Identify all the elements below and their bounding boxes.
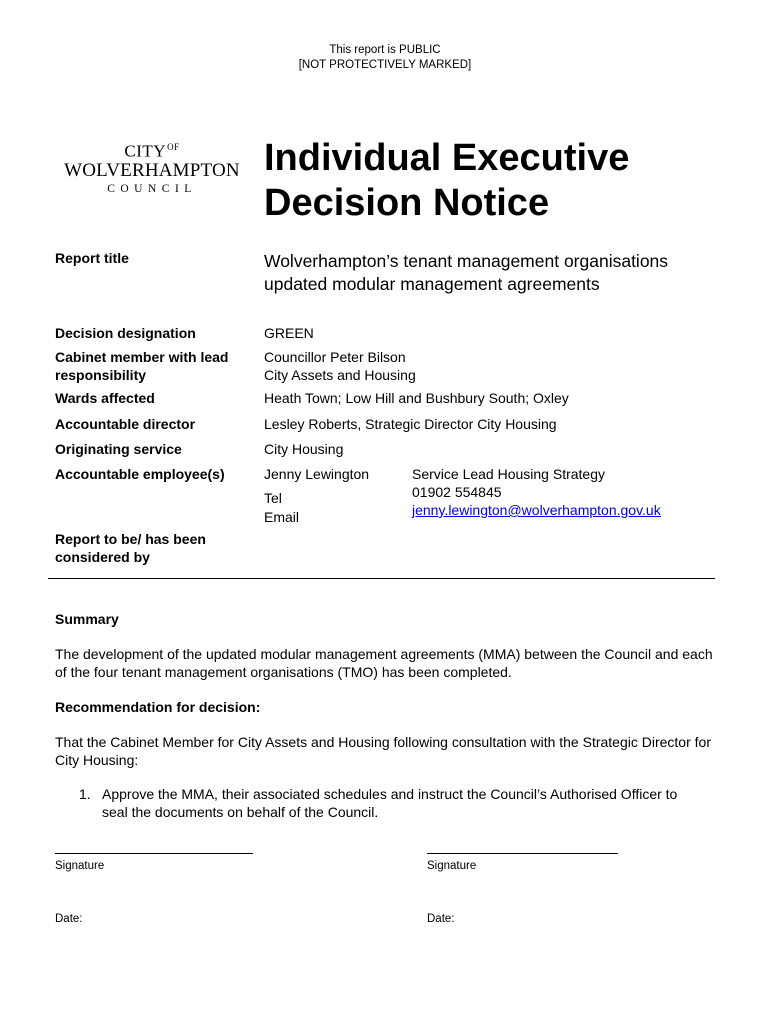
logo-of: OF <box>167 142 180 152</box>
report-title-label: Report title <box>55 250 129 266</box>
tel-label: Tel <box>264 490 282 506</box>
wards-affected-label: Wards affected <box>55 390 155 406</box>
considered-by-label: Report to be/ has been considered by <box>55 531 206 565</box>
signature-label-right: Signature <box>427 860 477 872</box>
classification-line-marking: [NOT PROTECTIVELY MARKED] <box>298 59 472 71</box>
cabinet-member-name: Councillor Peter Bilson <box>264 349 406 365</box>
signature-line-left <box>55 853 253 854</box>
report-title-value: Wolverhampton’s tenant management organisations updated modular management agreements <box>264 251 669 294</box>
logo-line-council: COUNCIL <box>107 182 197 195</box>
email-label: Email <box>264 509 300 525</box>
classification-line-public: This report is PUBLIC <box>329 44 441 56</box>
recommendation-intro: That the Cabinet Member for City Assets and Housing following consultation with the Strategic Director for City Housing: <box>55 734 711 768</box>
logo-line-wolverhampton: WOLVERHAMPTON <box>64 159 240 181</box>
recommendation-heading: Recommendation for decision: <box>55 699 261 715</box>
email-link[interactable]: jenny.lewington@wolverhampton.gov.uk <box>412 502 661 518</box>
recommendation-item-number: 1. <box>79 786 91 802</box>
accountable-employee-role: Service Lead Housing Strategy <box>412 466 605 482</box>
cabinet-member-value <box>264 349 416 384</box>
accountable-employee-name: Jenny Lewington <box>264 466 370 482</box>
cabinet-member-label: Cabinet member with lead responsibility <box>55 349 229 383</box>
accountable-employee-label: Accountable employee(s) <box>55 466 225 482</box>
document-title-line1: Individual Executive <box>264 137 630 179</box>
decision-designation-value: GREEN <box>264 325 314 341</box>
date-label-left: Date: <box>55 913 83 925</box>
signature-label-left: Signature <box>55 860 105 872</box>
council-logo <box>62 138 242 196</box>
tel-value: 01902 554845 <box>412 484 502 500</box>
cabinet-member-portfolio: City Assets and Housing <box>264 366 416 383</box>
date-label-right: Date: <box>427 913 455 925</box>
decision-designation-label: Decision designation <box>55 325 196 341</box>
originating-service-value: City Housing <box>264 441 344 457</box>
document-title-line2: Decision Notice <box>264 182 550 224</box>
logo-line-city: $CITY^{OF}$ <box>124 141 180 161</box>
originating-service-label: Originating service <box>55 441 182 457</box>
document-title <box>264 136 629 226</box>
recommendation-item-text: Approve the MMA, their associated schedules and instruct the Council’s Authorised Officer to seal the documents on behalf of the Council. <box>102 786 678 820</box>
signature-line-right <box>427 853 618 854</box>
wards-affected-value: Heath Town; Low Hill and Bushbury South; Oxley <box>264 390 569 406</box>
accountable-director-label: Accountable director <box>55 416 196 432</box>
summary-heading: Summary <box>55 611 119 627</box>
section-divider <box>48 578 715 579</box>
summary-text: The development of the updated modular management agreements (MMA) between the Council and each of the four tenant management organisations (TMO) has been completed. <box>55 646 713 680</box>
accountable-director-value: Lesley Roberts, Strategic Director City Housing <box>264 416 557 432</box>
